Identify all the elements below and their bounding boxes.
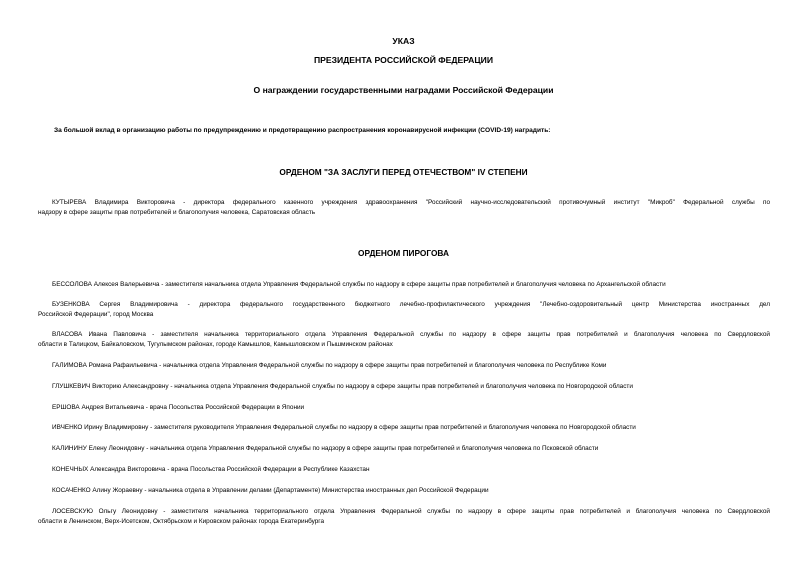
award-entry <box>38 507 770 527</box>
award-entry-line: Российской Федерации", город Москва <box>38 311 154 318</box>
award-entry-line: ГАЛИМОВА Романа Рафаильевича - начальника отдела Управления Федеральной службы по надзору в сфере защиты прав потребителей и благополучия человека по Республике Коми <box>52 362 607 369</box>
award-entry <box>38 444 770 454</box>
document-intro: За большой вклад в организацию работы по предупреждению и предотвращению распространения коронавирусной инфекции (COVID-19) наградить: <box>54 127 551 134</box>
award-entry-line: ВЛАСОВА Ивана Павловича - заместителя начальника территориального отдела Управления Федеральной службы по надзору в сфере защиты прав потребителей и благополучия человека по Свердловской <box>52 331 770 338</box>
document-subject: О награждении государственными наградами Российской Федерации <box>253 85 554 95</box>
award-entry-line: КОНЕЧНЫХ Александра Викторовича - врача Посольства Российской Федерации в Республике Казахстан <box>52 466 370 473</box>
award-entry <box>38 361 770 371</box>
award-entry-line: БЕССОЛОВА Алексея Валерьевича - заместителя начальника отдела Управления Федеральной службы по надзору в сфере защиты прав потребителей и благополучия человека по Архангельской области <box>52 281 666 288</box>
award-entry <box>38 382 770 392</box>
award-entry-line: области в Талицком, Байкаловском, Тугулымском районах, городе Камышлов, Камышловском и Пышминском районах <box>38 341 393 348</box>
order-title-merit-iv: ОРДЕНОМ "ЗА ЗАСЛУГИ ПЕРЕД ОТЕЧЕСТВОМ" IV СТЕПЕНИ <box>279 167 528 177</box>
award-entry-line: ГЛУШКЕВИЧ Викторию Александровну - начальника отдела Управления Федеральной службы по надзору в сфере защиты прав потребителей и благополучия человека по Новгородской области <box>52 383 633 390</box>
award-entry-line: КАЛИНИНУ Елену Леонидовну - начальника отдела Управления Федеральной службы по надзору в сфере защиты прав потребителей и благополучия человека по Псковской области <box>52 445 599 452</box>
award-entry <box>38 300 770 320</box>
award-entry <box>38 486 770 496</box>
award-entry <box>38 465 770 475</box>
award-entry-line: БУЗЕНКОВА Сергея Владимировича - директора федерального государственного бюджетного лечебно-профилактического учреждения "Лечебно-оздоровительный центр Министерства иностранных дел <box>52 301 770 308</box>
award-entry-line: ЕРШОВА Андрея Витальевича - врача Посольства Российской Федерации в Японии <box>52 404 305 411</box>
award-entry-line: области в Ленинском, Верх-Исетском, Октябрьском и Кировском районах города Екатеринбурга <box>38 518 325 525</box>
award-entry <box>38 330 770 350</box>
award-entry <box>38 280 770 290</box>
document-type-title: УКАЗ <box>392 36 415 46</box>
award-entry <box>38 403 770 413</box>
document-issuer: ПРЕЗИДЕНТА РОССИЙСКОЙ ФЕДЕРАЦИИ <box>313 55 494 65</box>
award-entry-line: ИВЧЕНКО Ирину Владимировну - заместителя руководителя Управления Федеральной службы по надзору в сфере защиты прав потребителей и благополучия человека по Новгородской области <box>52 424 636 431</box>
award-entry-line: ЛОСЕВСКУЮ Ольгу Леонидовну - заместителя начальника территориального отдела Управления Федеральной службы по надзору в сфере защиты прав потребителей и благополучия человека по Свердловской <box>52 508 770 515</box>
order-title-pirogov: ОРДЕНОМ ПИРОГОВА <box>358 248 449 258</box>
award-entry <box>38 198 770 218</box>
award-entry-line: надзору в сфере защиты прав потребителей и благополучия человека, Саратовская область <box>38 209 316 216</box>
award-entry-line: КОСАЧЕНКО Алину Жораевну - начальника отдела в Управлении делами (Департаменте) Министерства иностранных дел Российской Федерации <box>52 487 489 494</box>
award-entry-line: КУТЫРЕВА Владимира Викторовича - директора федерального казенного учреждения здравоохранения "Российский научно-исследовательский противочумный институт "Микроб" Федеральной службы по <box>52 199 770 206</box>
award-entry <box>38 423 770 433</box>
